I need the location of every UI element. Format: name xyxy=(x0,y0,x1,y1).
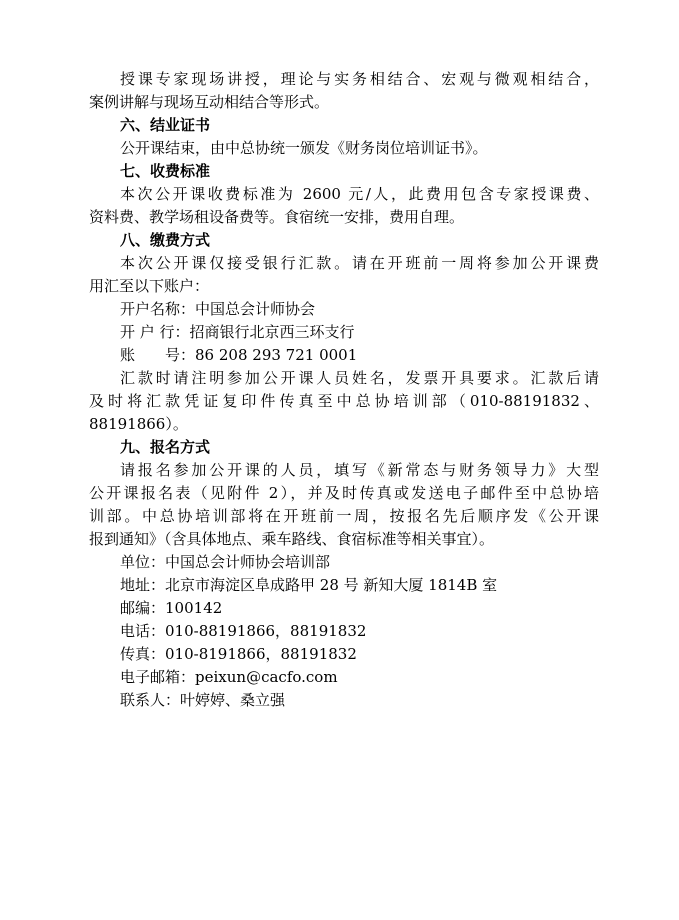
email-row xyxy=(89,666,599,689)
intro-line-2: 案例讲解与现场互动相结合等形式。 xyxy=(89,93,330,111)
contact-row xyxy=(89,689,599,712)
fax-label: 传真： xyxy=(120,645,166,663)
section-8-line-2: 用汇至以下账户： xyxy=(89,277,210,295)
section-9-line-3: 训部。中总协培训部将在开班前一周，按报名先后顺序发《公开课 xyxy=(89,507,599,525)
fax-value: 010-8191866，88191832 xyxy=(165,645,357,663)
unit-row xyxy=(89,551,599,574)
postcode-row xyxy=(89,597,599,620)
intro-line-1: 授课专家现场讲授，理论与实务相结合、宏观与微观相结合， xyxy=(120,70,599,88)
email-label: 电子邮箱： xyxy=(120,668,196,686)
fax-row xyxy=(89,643,599,666)
section-9-heading: 九、报名方式 xyxy=(120,438,211,456)
account-number-value: 86 208 293 721 0001 xyxy=(195,346,358,364)
section-6-heading: 六、结业证书 xyxy=(120,116,211,134)
unit-label: 单位： xyxy=(120,553,166,571)
section-9-line-1: 请报名参加公开课的人员，填写《新常态与财务领导力》大型 xyxy=(120,461,599,479)
section-8-heading: 八、缴费方式 xyxy=(120,231,211,249)
section-9-line-2: 公开课报名表（见附件 2），并及时传真或发送电子邮件至中总协培 xyxy=(89,484,599,502)
section-8-note-3: 88191866）。 xyxy=(89,415,188,433)
section-7-line-1: 本次公开课收费标准为 2600 元/人，此费用包含专家授课费、 xyxy=(120,185,599,203)
contact-label: 联系人： xyxy=(120,691,181,709)
account-name-value: 中国总会计师协会 xyxy=(195,300,316,318)
document-body xyxy=(89,68,599,712)
section-7-line-2: 资料费、教学场租设备费等。食宿统一安排，费用自理。 xyxy=(89,208,465,226)
account-name-label: 开户名称： xyxy=(120,300,196,318)
unit-value: 中国总会计师协会培训部 xyxy=(165,553,331,571)
address-label: 地址： xyxy=(120,576,166,594)
bank-value: 招商银行北京西三环支行 xyxy=(189,323,355,341)
section-8-note-1: 汇款时请注明参加公开课人员姓名，发票开具要求。汇款后请 xyxy=(120,369,599,387)
postcode-value: 100142 xyxy=(165,599,223,617)
bank-label: 开 户 行： xyxy=(120,323,190,341)
phone-label: 电话： xyxy=(120,622,166,640)
section-6-text: 公开课结束，由中总协统一颁发《财务岗位培训证书》。 xyxy=(120,139,488,157)
bank-row xyxy=(89,321,599,344)
contact-value: 叶婷婷、桑立强 xyxy=(180,691,286,709)
postcode-label: 邮编： xyxy=(120,599,166,617)
phone-row xyxy=(89,620,599,643)
phone-value: 010-88191866，88191832 xyxy=(165,622,367,640)
address-row xyxy=(89,574,599,597)
section-8-note-2: 及时将汇款凭证复印件传真至中总协培训部（010-88191832、 xyxy=(89,392,599,410)
account-number-label: 账 号： xyxy=(120,346,196,364)
account-number-row xyxy=(89,344,599,367)
address-value: 北京市海淀区阜成路甲 28 号 新知大厦 1814B 室 xyxy=(165,576,498,594)
section-7-heading: 七、收费标准 xyxy=(120,162,211,180)
account-name-row xyxy=(89,298,599,321)
section-8-line-1: 本次公开课仅接受银行汇款。请在开班前一周将参加公开课费 xyxy=(120,254,599,272)
section-9-line-4: 报到通知》（含具体地点、乘车路线、食宿标准等相关事宜）。 xyxy=(89,530,495,548)
email-value[interactable]: peixun@cacfo.com xyxy=(195,668,338,686)
